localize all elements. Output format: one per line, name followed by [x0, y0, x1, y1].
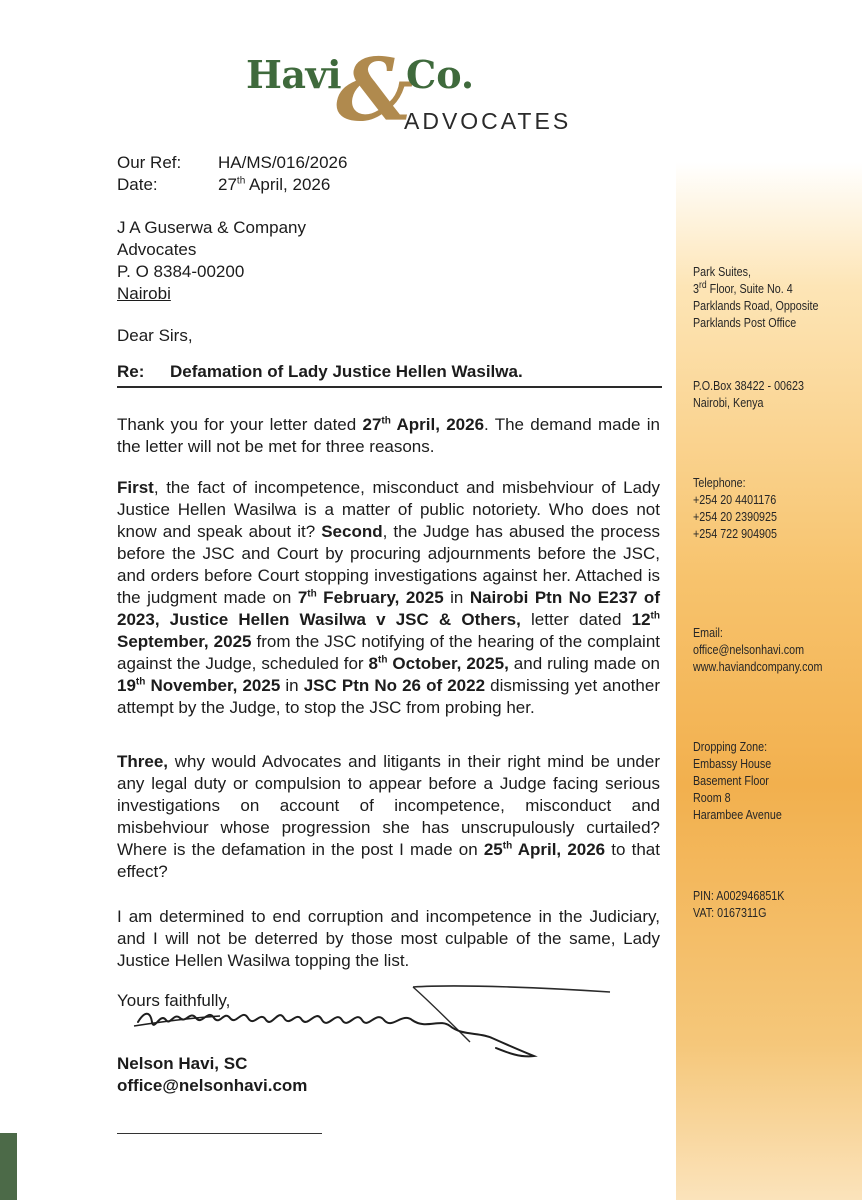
paragraph-4: I am determined to end corruption and incompetence in the Judiciary, and I will not be deterred by those most culpable of the same, Lady Justice Hellen Wasilwa topping the list.	[117, 907, 660, 970]
valediction: Yours faithfully,	[117, 991, 231, 1010]
sidebar-dropping-line: Room 8	[693, 791, 731, 805]
sidebar-phone: +254 20 4401176	[693, 493, 777, 507]
sidebar-phone: +254 722 904905	[693, 527, 777, 541]
subject-prefix: Re:	[117, 362, 145, 381]
sidebar-vat: VAT: 0167311G	[693, 906, 767, 920]
sidebar-tax-info	[693, 888, 784, 922]
sidebar-phone: +254 20 2390925	[693, 510, 777, 524]
sidebar-email-label: Email:	[693, 626, 723, 640]
logo-co-text: Co.	[406, 52, 475, 97]
letter-date: 27th April, 2026	[218, 175, 331, 194]
firm-logo	[246, 40, 586, 144]
sidebar-address-line: 3rd Floor, Suite No. 4	[693, 279, 793, 296]
sidebar-pobox	[693, 378, 804, 412]
paragraph-1: Thank you for your letter dated 27th April, 2026. The demand made in the letter will not be met for three reasons.	[117, 415, 660, 456]
logo-advocates-text: ADVOCATES	[404, 108, 572, 134]
sidebar-address-line: Parklands Road, Opposite	[693, 299, 819, 313]
our-ref-label: Our Ref:	[117, 153, 182, 172]
sidebar-dropping-line: Embassy House	[693, 757, 772, 771]
sidebar-dropping-label: Dropping Zone:	[693, 740, 768, 754]
sidebar-pobox-line: P.O.Box 38422 - 00623	[693, 379, 804, 393]
subject-line	[117, 362, 523, 382]
subject-divider	[117, 386, 662, 388]
recipient-city: Nairobi	[117, 284, 171, 303]
sidebar-pin: PIN: A002946851K	[693, 889, 785, 903]
sidebar-address-line: Park Suites,	[693, 265, 751, 279]
recipient-name: J A Guserwa & Company	[117, 218, 306, 237]
signatory-name: Nelson Havi, SC	[117, 1054, 248, 1073]
logo-ampersand: &	[336, 40, 414, 141]
date-label: Date:	[117, 175, 158, 194]
sidebar-telephone	[693, 475, 777, 543]
sidebar-email-value: office@nelsonhavi.com	[693, 643, 805, 657]
sidebar-dropping-line: Basement Floor	[693, 774, 769, 788]
sidebar-dropping-zone	[693, 739, 782, 824]
logo-havi-text: Havi	[246, 52, 342, 97]
signatory-email: office@nelsonhavi.com	[117, 1076, 308, 1095]
sidebar-dropping-line: Harambee Avenue	[693, 808, 782, 822]
subject-title: Defamation of Lady Justice Hellen Wasilwa.	[170, 362, 523, 381]
sidebar-address	[693, 264, 818, 332]
recipient-pobox: P. O 8384-00200	[117, 262, 245, 281]
footer-rule	[117, 1133, 322, 1134]
footer-green-bar	[0, 1133, 17, 1200]
sidebar-address-line: Parklands Post Office	[693, 316, 797, 330]
sidebar-website: www.haviandcompany.com	[693, 660, 823, 674]
salutation: Dear Sirs,	[117, 326, 193, 345]
sidebar-email	[693, 625, 822, 676]
our-ref-value: HA/MS/016/2026	[218, 153, 348, 172]
paragraph-3: Three, why would Advocates and litigants in their right mind be under any legal duty or compulsion to appear before a Judge facing serious investigations on account of incompetence, misconduct and misbehviour whose progression she has unscrupulously curtailed? Where is the defamation in the post I made on 25th April, 2026 to that effect?	[117, 752, 660, 881]
recipient-line: Advocates	[117, 240, 197, 259]
sidebar-pobox-line: Nairobi, Kenya	[693, 396, 764, 410]
paragraph-2: First, the fact of incompetence, misconduct and misbehviour of Lady Justice Hellen Wasilwa is a matter of public notoriety. Who does not know and speak about it? Second, the Judge has abused the process before the JSC and Court by procuring adjournments before the JSC, and orders before Court stopping investigations against her. Attached is the judgment made on 7th February, 2025 in Nairobi Ptn No E237 of 2023, Justice Hellen Wasilwa v JSC & Others, letter dated 12th September, 2025 from the JSC notifying of the hearing of the complaint against the Judge, scheduled for 8th October, 2025, and ruling made on 19th November, 2025 in JSC Ptn No 26 of 2022 dismissing yet another attempt by the Judge, to stop the JSC from probing her.	[117, 478, 660, 717]
sidebar-telephone-label: Telephone:	[693, 476, 746, 490]
